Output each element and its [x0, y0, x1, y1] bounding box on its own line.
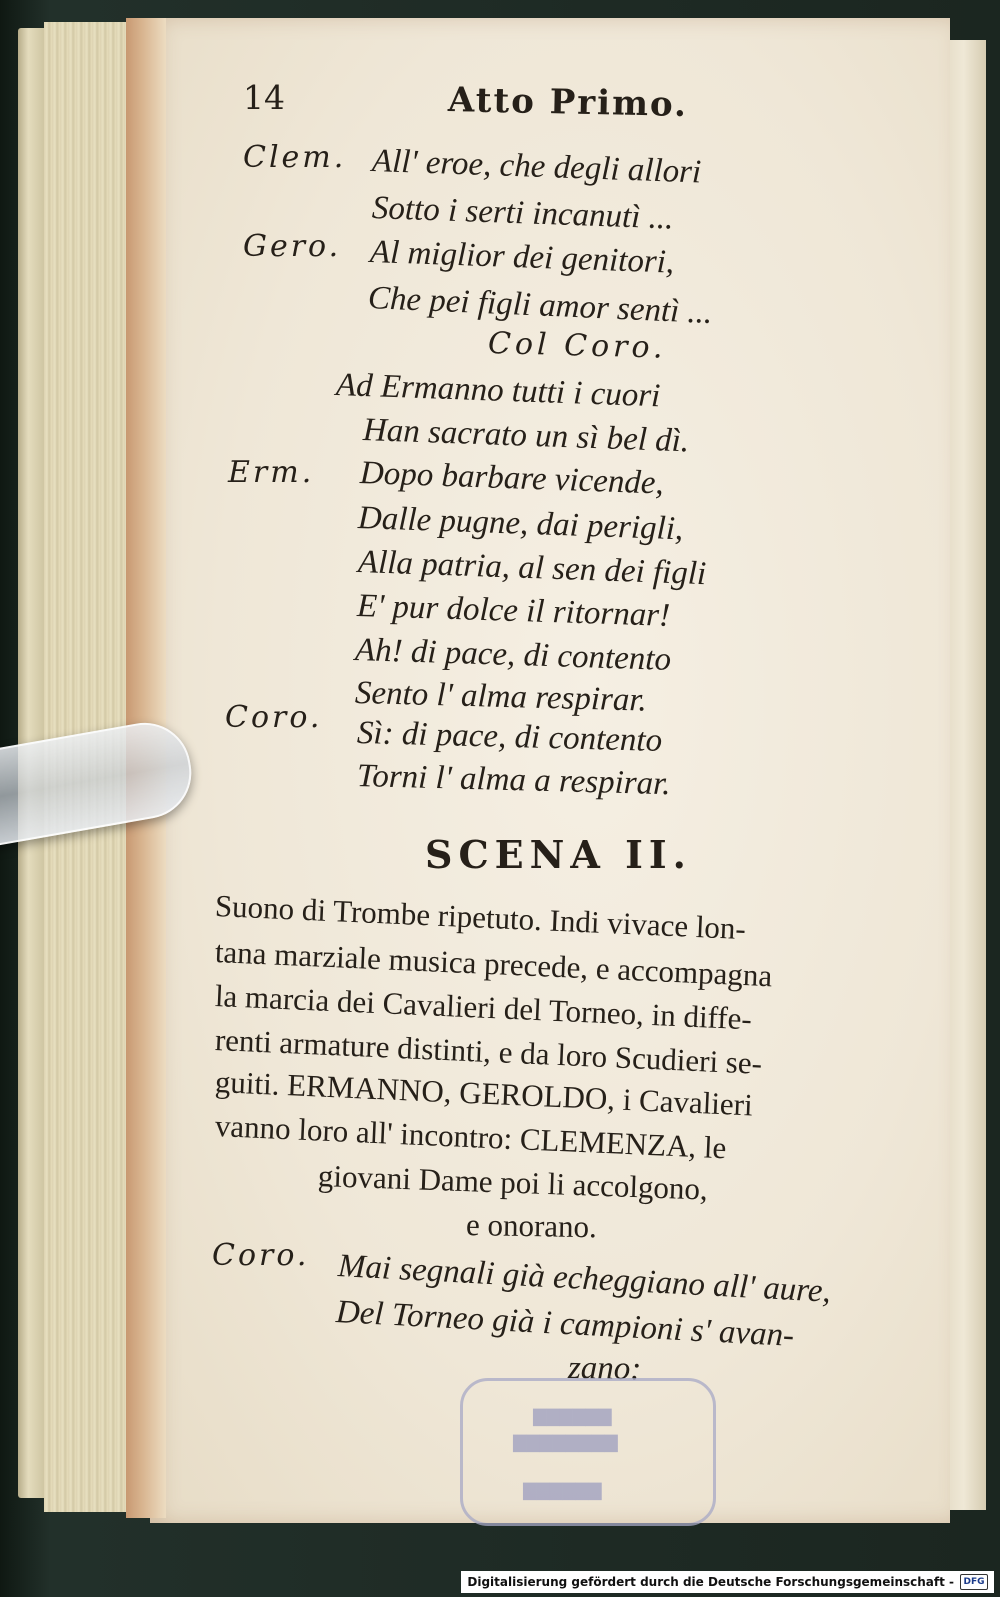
stage-direction-line: renti armature distinti, e da loro Scudieri se-: [214, 1022, 763, 1081]
page-number: 14: [243, 78, 285, 117]
stage-direction-line: e onorano.: [465, 1207, 598, 1245]
speaker-coro: Coro.: [225, 700, 323, 735]
digitization-credit: [461, 1571, 994, 1593]
verse-line: Han sacrato un sì bel dì.: [362, 412, 690, 460]
verse-line: Sento l' alma respirar.: [354, 675, 648, 719]
verse-line: All' eroe, che degli allori: [371, 143, 702, 191]
verse-line: Dalle pugne, dai perigli,: [357, 500, 684, 548]
verse-line: Che pei figli amor sentì ...: [367, 280, 714, 332]
verse-line: Al miglior dei genitori,: [369, 234, 675, 281]
stage-direction-line: vanno loro all' incontro: CLEMENZA, le: [214, 1108, 728, 1166]
speaker-coro-final: Coro.: [212, 1238, 310, 1273]
stage-direction-line: tana marziale musica precede, e accompagna: [214, 934, 773, 994]
credit-text: Digitalisierung gefördert durch die Deutsche Forschungsgemeinschaft -: [467, 1575, 954, 1589]
verse-line: Mai segnali già echeggiano all' aure,: [337, 1248, 832, 1310]
verse-line: Ad Ermanno tutti i cuori: [335, 367, 661, 415]
verse-line: Dopo barbare vicende,: [359, 455, 665, 502]
stage-direction-line: giovani Dame poi li accolgono,: [317, 1158, 709, 1207]
verse-line: Del Torneo già i campioni s' avan-: [335, 1294, 795, 1354]
stage-direction-line: guiti. ERMANNO, GEROLDO, i Cavalieri: [214, 1064, 754, 1123]
verse-line: Ah! di pace, di contento: [354, 632, 672, 678]
stage-direction-line: la marcia dei Cavalieri del Torneo, in diffe-: [214, 978, 753, 1037]
chorus-heading: Col Coro.: [487, 326, 667, 366]
stage-direction-line: Suono di Trombe ripetuto. Indi vivace lon-: [214, 888, 747, 947]
library-stamp: ▇▇▇▇▇▇ ▇▇▇▇▇▇▇▇ ▇▇▇▇▇▇: [460, 1378, 716, 1526]
speaker-clem: Clem.: [243, 140, 347, 175]
verse-line: E' pur dolce il ritornar!: [356, 588, 671, 634]
verse-line: Torni l' alma a respirar.: [356, 758, 672, 803]
dfg-logo: DFG: [960, 1574, 988, 1590]
verse-line: Sì: di pace, di contento: [356, 715, 663, 759]
speaker-erm: Erm.: [228, 455, 315, 490]
verse-line: Alla patria, al sen dei figli: [357, 544, 707, 593]
running-head: Atto Primo.: [447, 80, 689, 126]
scene-title: SCENA II.: [425, 832, 692, 877]
speaker-gero: Gero.: [243, 229, 342, 264]
verse-line: zano:: [567, 1350, 642, 1388]
verse-line: Sotto i serti incanutì ...: [371, 190, 675, 237]
